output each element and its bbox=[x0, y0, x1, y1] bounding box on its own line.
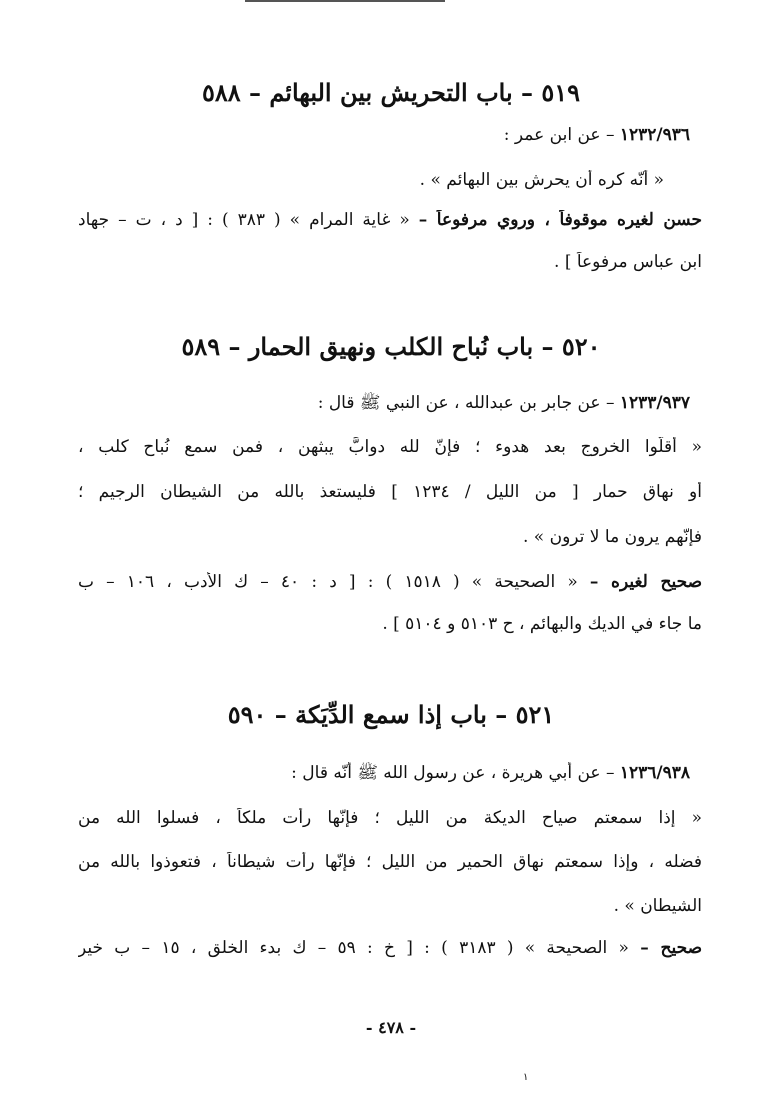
hadith-intro-937 bbox=[78, 392, 690, 417]
narration: – عن جابر بن عبدالله ، عن النبي ﷺ قال : bbox=[317, 393, 615, 413]
narration: – عن ابن عمر : bbox=[503, 125, 615, 145]
hadith-text-line: الشيطان » . bbox=[613, 896, 702, 916]
hadith-intro-936 bbox=[78, 125, 690, 145]
hadith-number: ١٢٣٣/٩٣٧ bbox=[619, 393, 690, 413]
grade-line bbox=[78, 938, 702, 958]
hadith-intro-938 bbox=[78, 762, 690, 787]
chapter-heading-519: ٥١٩ – باب التحريش بين البهائم – ٥٨٨ bbox=[201, 78, 581, 107]
footer-mark: ١ bbox=[523, 1072, 529, 1083]
reference-line: ابن عباس مرفوعاً ] . bbox=[554, 252, 702, 272]
hadith-text-line: أو نهاق حمار [ من الليل / ١٢٣٤ ] فليستعذ بالله من الشيطان الرجيم ؛ bbox=[78, 482, 702, 502]
reference: « الصحيحة » ( ٣١٨٣ ) : [ خ : ٥٩ – ك بدء الخلق ، ١٥ – ب خير bbox=[78, 938, 629, 958]
grade: صحيح – bbox=[640, 938, 702, 958]
reference-line: ما جاء في الديك والبهائم ، ح ٥١٠٣ و ٥١٠٤ ] . bbox=[382, 614, 702, 634]
page-number: - ٤٧٨ - bbox=[365, 1018, 417, 1037]
narration: – عن أبي هريرة ، عن رسول الله ﷺ أنّه قال : bbox=[291, 763, 615, 783]
grade-line bbox=[78, 210, 702, 230]
grade-line bbox=[78, 572, 702, 592]
hadith-number: ١٢٣٦/٩٣٨ bbox=[619, 763, 690, 783]
hadith-text-line: « أقلّوا الخروج بعد هدوء ؛ فإنّ لله دوابَّ يبثهن ، فمن سمع نُباح كلب ، bbox=[78, 437, 702, 457]
reference: « غاية المرام » ( ٣٨٣ ) : [ د ، ت – جهاد bbox=[78, 210, 410, 230]
chapter-heading-521: ٥٢١ – باب إذا سمع الدِّيَكة – ٥٩٠ bbox=[227, 700, 555, 729]
top-rule bbox=[245, 0, 445, 2]
grade: صحيح لغيره – bbox=[589, 572, 702, 592]
hadith-number: ١٢٣٢/٩٣٦ bbox=[619, 125, 690, 145]
reference: « الصحيحة » ( ١٥١٨ ) : [ د : ٤٠ – ك الأدب ، ١٠٦ – ب bbox=[78, 572, 578, 592]
hadith-text-line: فضله ، وإذا سمعتم نهاق الحمير من الليل ؛ فإنّها رأت شيطاناً ، فتعوذوا بالله من bbox=[78, 852, 702, 872]
chapter-heading-520: ٥٢٠ – باب نُباح الكلب ونهيق الحمار – ٥٨٩ bbox=[181, 332, 601, 361]
hadith-text-line: « أنّه كره أن يحرش بين البهائم » . bbox=[419, 170, 664, 190]
hadith-text-line: « إذا سمعتم صياح الديكة من الليل ؛ فإنّها رأت ملكاً ، فسلوا الله من bbox=[78, 808, 702, 828]
hadith-text-line: فإنّهم يرون ما لا ترون » . bbox=[522, 527, 702, 547]
grade: حسن لغيره موقوفاً ، وروي مرفوعاً – bbox=[418, 210, 702, 230]
